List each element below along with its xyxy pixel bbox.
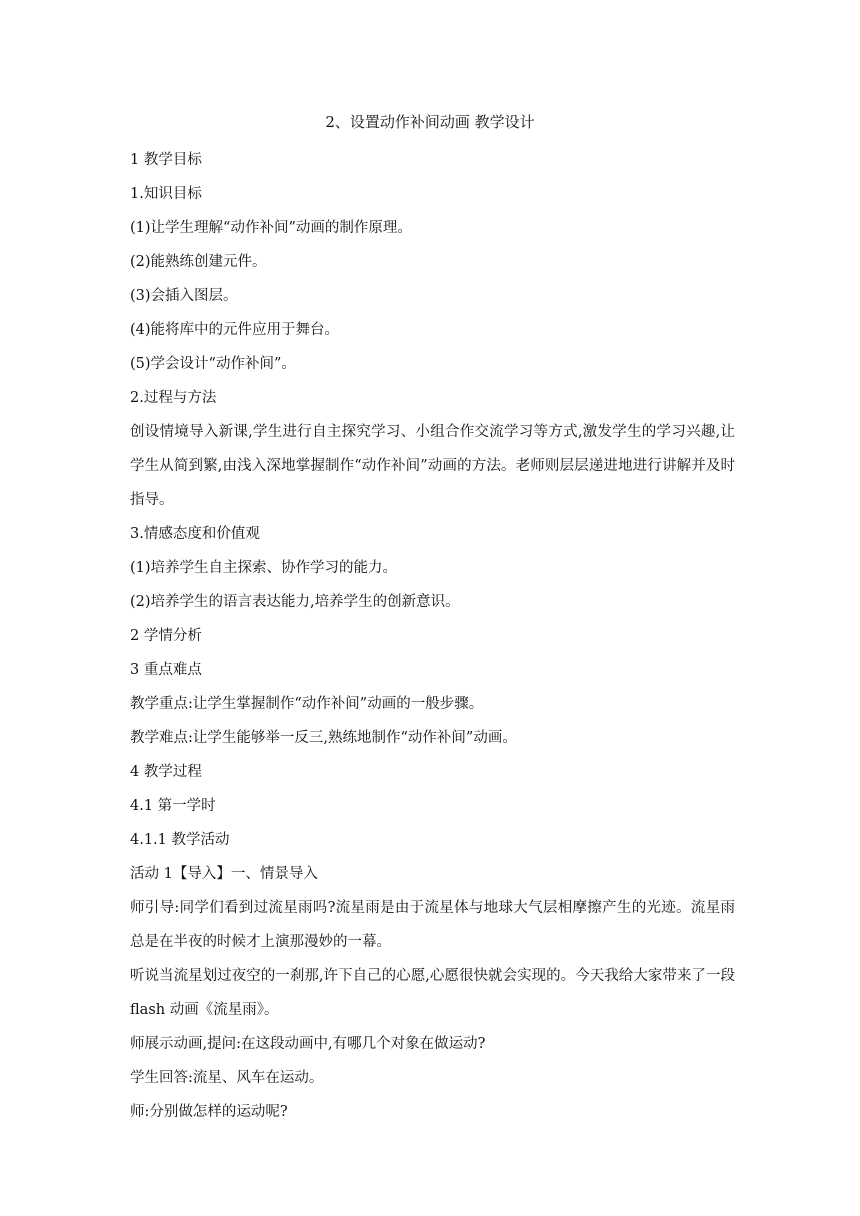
paragraph-teacher-guide: 师引导:同学们看到过流星雨吗?流星雨是由于流星体与地球大气层相摩擦产生的光迹。流星雨总是在半夜的时候才上演那漫妙的一幕。 <box>130 900 735 950</box>
subheading-knowledge-goals: 1.知识目标 <box>130 186 202 202</box>
paragraph-student-answer: 学生回答:流星、风车在运动。 <box>130 1070 324 1086</box>
paragraph-wish: 听说当流星划过夜空的一刹那,许下自己的心愿,心愿很快就会实现的。今天我给大家带来了一段 flash 动画《流星雨》。 <box>130 968 735 1018</box>
paragraph-key-point: 教学重点:让学生掌握制作“动作补间”动画的一般步骤。 <box>130 696 484 712</box>
paragraph-teacher-followup: 师:分别做怎样的运动呢? <box>130 1104 288 1120</box>
document-title: 2、设置动作补间动画 教学设计 <box>325 113 535 131</box>
subheading-first-lesson: 4.1 第一学时 <box>130 798 216 814</box>
heading-key-difficulties: 3 重点难点 <box>130 662 202 678</box>
document-body <box>130 143 735 1129</box>
heading-teaching-goals: 1 教学目标 <box>130 152 202 168</box>
list-item: (2)培养学生的语言表达能力,培养学生的创新意识。 <box>130 594 460 610</box>
list-item: (5)学会设计“动作补间”。 <box>130 356 296 372</box>
list-item: (3)会插入图层。 <box>130 288 238 304</box>
subheading-process-methods: 2.过程与方法 <box>130 390 217 406</box>
list-item: (1)让学生理解“动作补间”动画的制作原理。 <box>130 220 412 236</box>
subheading-emotion-values: 3.情感态度和价值观 <box>130 526 260 542</box>
list-item: (1)培养学生自主探索、协作学习的能力。 <box>130 560 398 576</box>
subheading-teaching-activities: 4.1.1 教学活动 <box>130 832 230 848</box>
activity-title: 活动 1【导入】一、情景导入 <box>130 866 318 882</box>
list-item: (2)能熟练创建元件。 <box>130 254 267 270</box>
heading-student-analysis: 2 学情分析 <box>130 628 202 644</box>
paragraph-process-methods: 创设情境导入新课,学生进行自主探究学习、小组合作交流学习等方式,激发学生的学习兴趣,让学生从简到繁,由浅入深地掌握制作“动作补间”动画的方法。老师则层层递进地进行讲解并及时指导。 <box>130 424 735 508</box>
paragraph-teacher-question: 师展示动画,提问:在这段动画中,有哪几个对象在做运动? <box>130 1036 486 1052</box>
paragraph-difficulty: 教学难点:让学生能够举一反三,熟练地制作“动作补间”动画。 <box>130 730 517 746</box>
list-item: (4)能将库中的元件应用于舞台。 <box>130 322 340 338</box>
heading-teaching-process: 4 教学过程 <box>130 764 202 780</box>
